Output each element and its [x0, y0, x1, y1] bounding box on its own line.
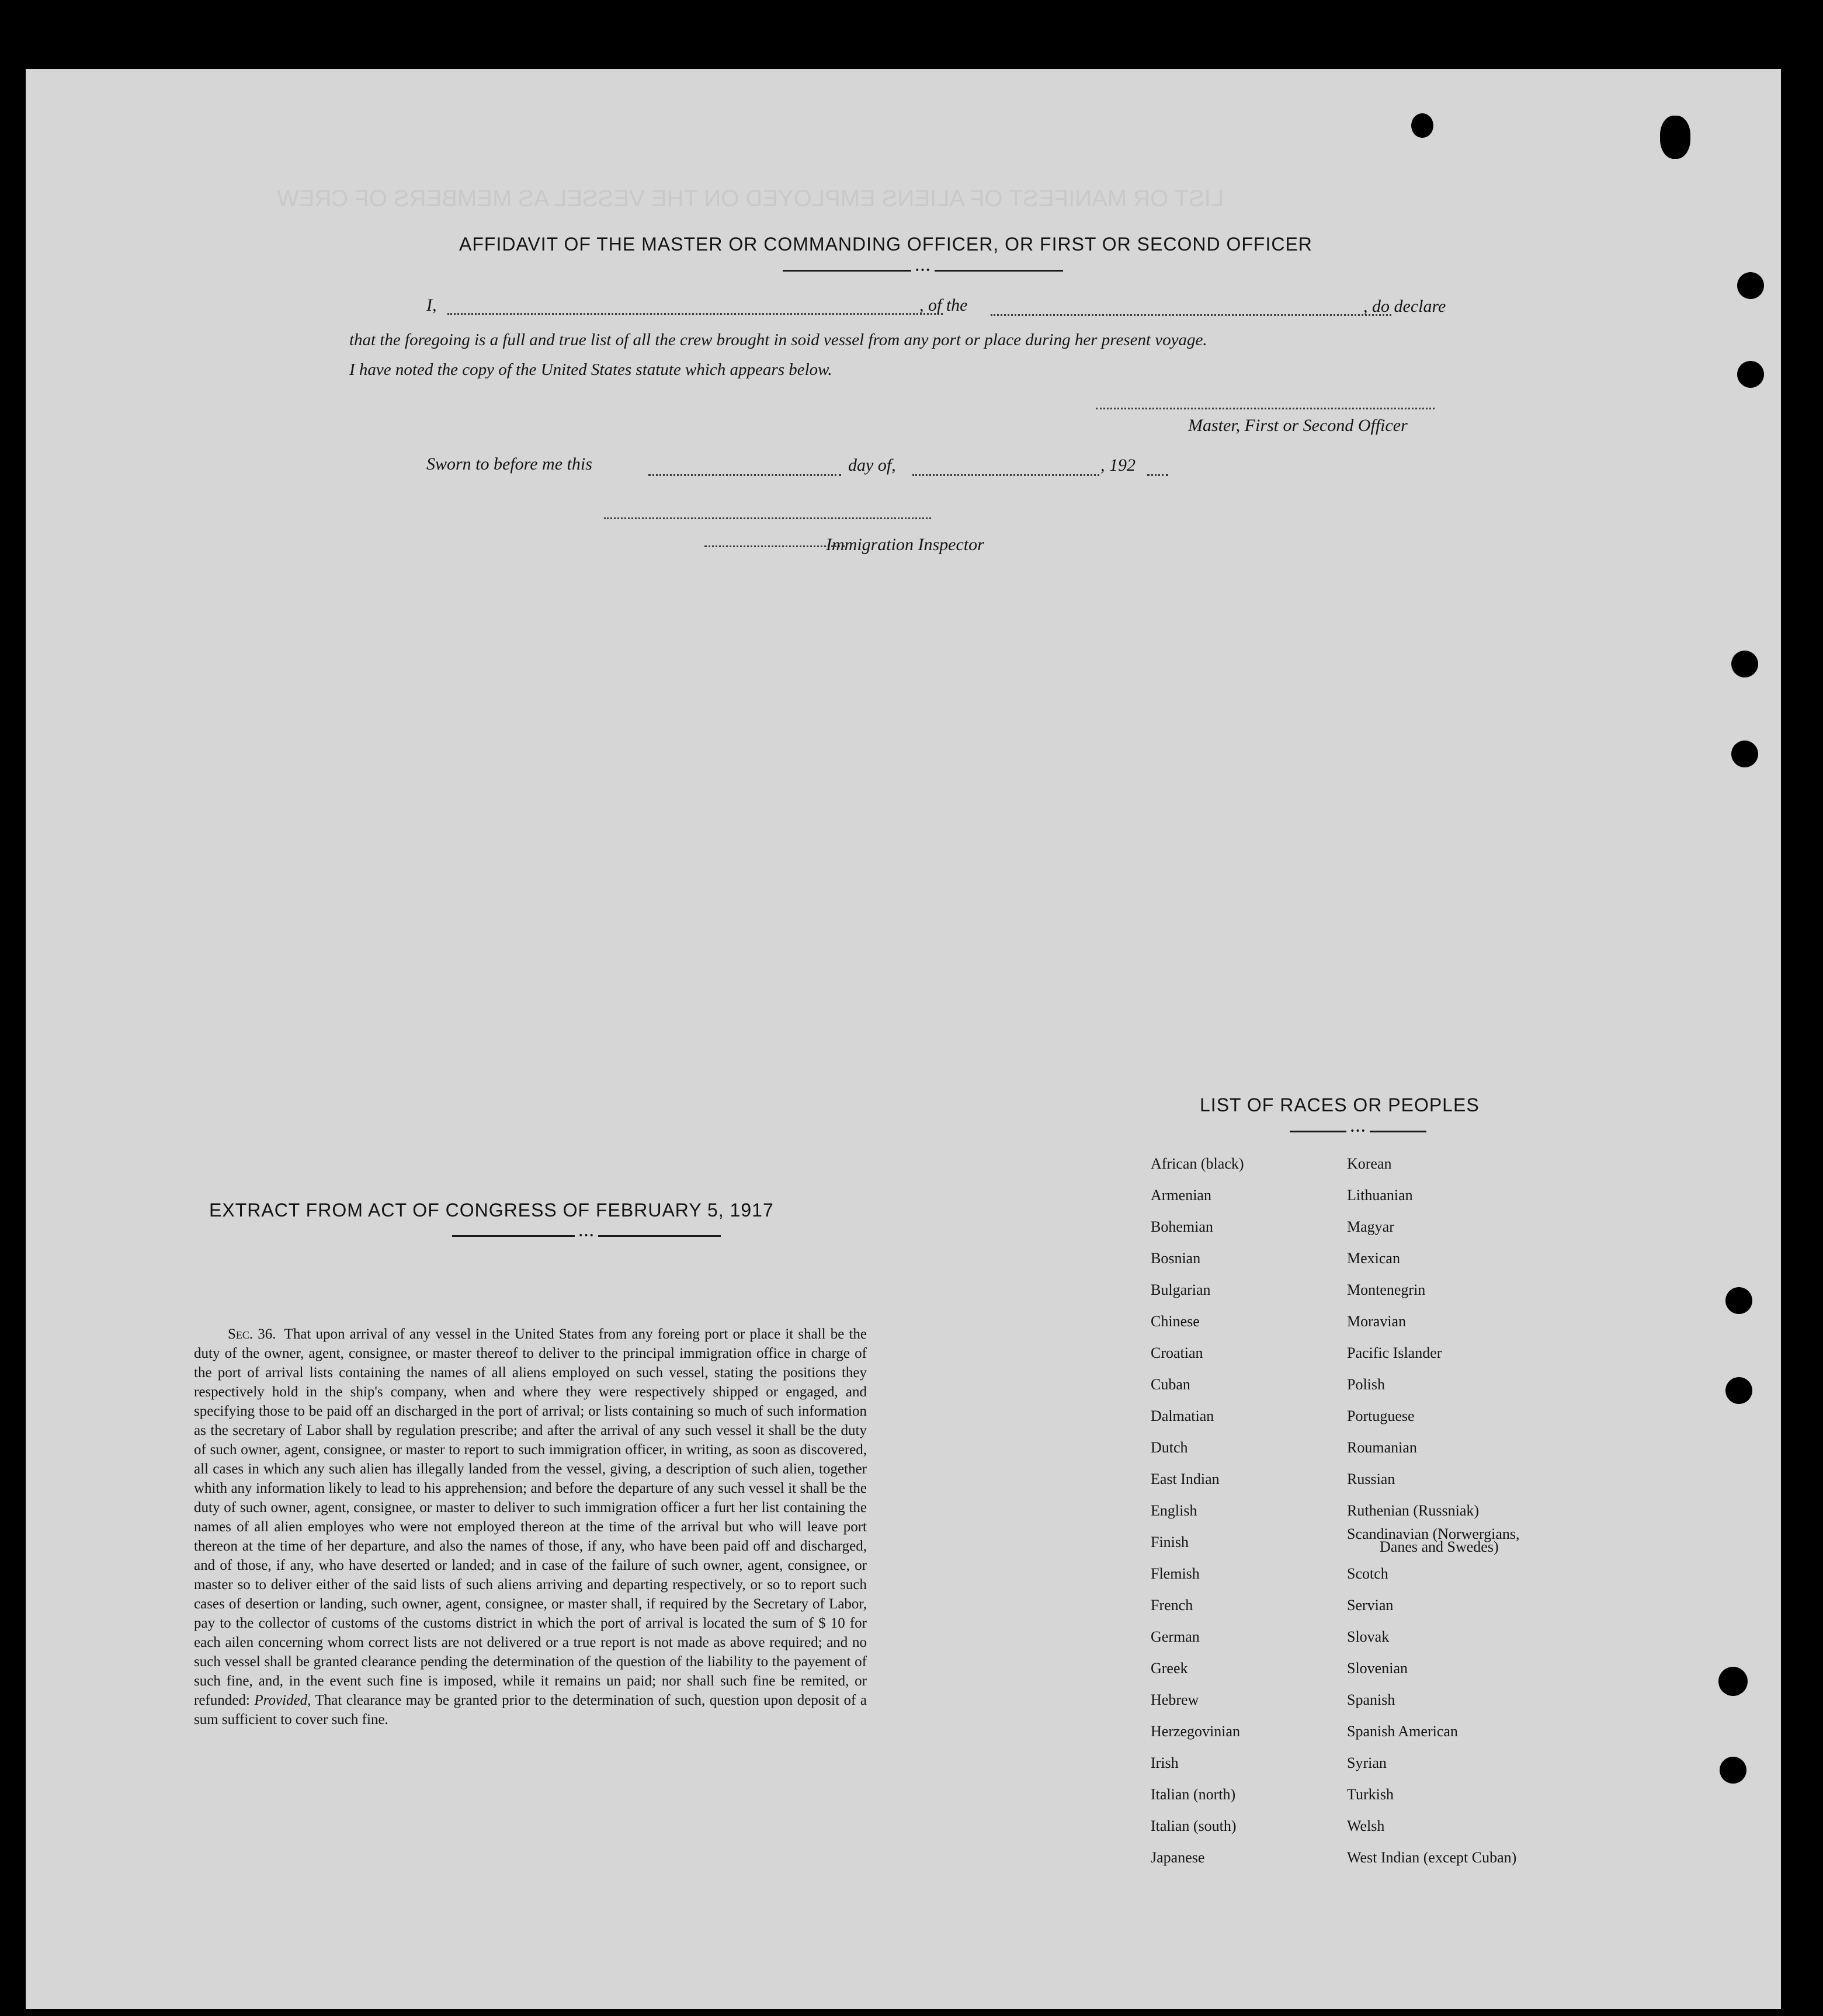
document-page	[26, 69, 1781, 2009]
inspector-label: Immigration Inspector	[826, 535, 984, 554]
race-item: Mexican	[1347, 1250, 1400, 1267]
sworn-day-label: day of,	[848, 456, 896, 475]
punch-hole	[1731, 651, 1758, 677]
race-item: Portuguese	[1347, 1407, 1415, 1424]
affidavit-i-label: I,	[426, 296, 437, 315]
race-item: Polish	[1347, 1376, 1386, 1393]
affidavit-line3: I have noted the copy of the United States statute which appears below.	[349, 360, 832, 379]
race-item: Italian (south)	[1151, 1817, 1237, 1834]
race-item: Turkish	[1347, 1786, 1394, 1803]
sworn-day-line[interactable]	[648, 474, 841, 476]
race-item: Spanish	[1347, 1691, 1395, 1708]
punch-hole	[1411, 113, 1433, 138]
race-item: Herzegovinian	[1151, 1723, 1241, 1740]
race-item: English	[1151, 1502, 1197, 1519]
punch-hole	[1725, 1287, 1752, 1314]
act-title: EXTRACT FROM ACT OF CONGRESS OF FEBRUARY 5, 1917	[209, 1200, 774, 1221]
race-item: Finish	[1151, 1534, 1189, 1551]
punch-hole	[1731, 741, 1758, 767]
race-item: German	[1151, 1628, 1200, 1645]
race-item: Armenian	[1151, 1187, 1211, 1204]
race-item: African (black)	[1151, 1155, 1244, 1172]
affidavit-ornament: •••	[783, 266, 1063, 275]
race-item: Scandinavian (Norwergians, Danes and Swedes)	[1347, 1525, 1520, 1555]
race-item: Bohemian	[1151, 1218, 1213, 1235]
race-item: Roumanian	[1347, 1439, 1417, 1456]
race-item: Lithuanian	[1347, 1187, 1413, 1204]
master-signature-line[interactable]	[1096, 408, 1435, 409]
race-item: Italian (north)	[1151, 1786, 1236, 1803]
race-item: Dutch	[1151, 1439, 1188, 1456]
race-item: Spanish American	[1347, 1723, 1458, 1740]
affidavit-declare-label: , do declare	[1363, 297, 1446, 316]
punch-hole	[1725, 1377, 1752, 1404]
race-item: Korean	[1347, 1155, 1392, 1172]
sworn-year-label: , 192	[1100, 456, 1136, 475]
act-section-36-text	[194, 1325, 867, 1729]
punch-hole	[1737, 272, 1764, 299]
race-item: Flemish	[1151, 1565, 1200, 1582]
sworn-prefix: Sworn to before me this	[426, 454, 592, 474]
affidavit-line2: that the foregoing is a full and true list of all the crew brought in soid vessel from any port or place during her present voyage.	[349, 331, 1207, 349]
punch-hole	[1720, 1757, 1746, 1784]
race-item: Syrian	[1347, 1754, 1387, 1771]
punch-hole	[1718, 1667, 1748, 1696]
race-item: Russian	[1347, 1471, 1395, 1487]
race-item: Chinese	[1151, 1313, 1200, 1330]
races-title: LIST OF RACES OR PEOPLES	[1200, 1094, 1480, 1115]
inspector-name-line[interactable]	[704, 545, 845, 547]
race-item: French	[1151, 1597, 1193, 1614]
act-text-closing: That clearance may be granted prior to the determination of such, question upon deposit of a sum sufficient to cover such fine.	[194, 1692, 867, 1727]
act-provided-word: Provided,	[254, 1692, 311, 1708]
race-item: Slovenian	[1347, 1660, 1408, 1677]
name-field-line[interactable]	[447, 313, 943, 315]
races-ornament: •••	[1290, 1127, 1426, 1136]
sworn-month-line[interactable]	[912, 474, 1099, 476]
race-item: Cuban	[1151, 1376, 1190, 1393]
act-text-main: That upon arrival of any vessel in the United States from any foreing port or place it shall be the duty of the owner, agent, consignee, or master thereof to deliver to the principal immigration office in charge of the port of arrival lists containing the names of all aliens employed on such vessel, stating the positions they respectively hold in the ship's company, when and where they were respectively shipped or engaged, and specifying those to be paid off an discharged in the port of arrival; or lists containing so much of such information as the secretary of Labor shall by regulation prescribe; and after the arrival of any such vessel it shall be the duty of such owner, agent, consignee, or master to report to such immigration officer, in writing, as soon as discovered, all cases in which any such alien has illegally landed from the vessel, giving, a description of such alien, together whith any information likely to lead to his apprehension; and before the departure of any such vessel it shall be the duty of such owner, agent, consignee, or master to deliver to such immigration officer a furt her list containing the names of all alien employes who were not employed thereon at the time of the arrival but who will leave port thereon at the time of her departure, and also the names of those, if any, who have been paid off and discharged, and of those, if any, who have deserted or landed; and in case of the failure of such owner, agent, consignee, or master so to deliver either of the said lists of such aliens arriving and departing respectively, or so to report such cases of desertion or landing, such owner, agent, consignee, or master shall, if required by the Secretary of Labor, pay to the collector of customs of the customs district in which the port of arrival is located the sum of $ 10 for each ailen concerning whom correct lists are not delivered or a true report is not made as above required; and no such vessel shall be granted clearance pending the determination of the question of the liability to the payement of such fine, and, in the event such fine is imposed, while it remains un paid; nor shall such fine be remited, or refunded:	[194, 1326, 867, 1708]
race-item: Montenegrin	[1347, 1281, 1426, 1298]
race-item: Irish	[1151, 1754, 1179, 1771]
sworn-year-line[interactable]	[1147, 474, 1168, 476]
race-item: Greek	[1151, 1660, 1188, 1677]
affidavit-of-the-label: , of the	[919, 296, 968, 315]
race-item: Bulgarian	[1151, 1281, 1211, 1298]
bleed-through-text: LIST OR MANIFEST OF ALIENS EMPLOYED ON THE VESSEL AS MEMBERS OF CREW	[277, 186, 1224, 211]
race-item: Moravian	[1347, 1313, 1407, 1330]
vessel-field-line[interactable]	[991, 314, 1391, 316]
race-item: Slovak	[1347, 1628, 1390, 1645]
race-item: Scotch	[1347, 1565, 1388, 1582]
race-item: West Indian (except Cuban)	[1347, 1849, 1517, 1866]
race-item: Pacific Islander	[1347, 1344, 1442, 1361]
race-item: East Indian	[1151, 1471, 1220, 1487]
race-item: Magyar	[1347, 1218, 1394, 1235]
act-ornament: •••	[452, 1231, 721, 1240]
section-label: Sec. 36.	[228, 1326, 276, 1342]
race-item: Dalmatian	[1151, 1407, 1214, 1424]
affidavit-title: AFFIDAVIT OF THE MASTER OR COMMANDING OFFICER, OR FIRST OR SECOND OFFICER	[459, 234, 1312, 255]
race-item: Bosnian	[1151, 1250, 1201, 1267]
punch-hole	[1737, 361, 1764, 388]
race-item: Servian	[1347, 1597, 1394, 1614]
inspector-signature-line[interactable]	[604, 517, 931, 519]
race-item: Welsh	[1347, 1817, 1385, 1834]
race-item: Croatian	[1151, 1344, 1203, 1361]
race-item: Hebrew	[1151, 1691, 1199, 1708]
race-item: Japanese	[1151, 1849, 1205, 1866]
race-item: Ruthenian (Russniak)	[1347, 1502, 1480, 1519]
master-signature-label: Master, First or Second Officer	[1188, 416, 1408, 435]
punch-hole	[1660, 116, 1690, 159]
